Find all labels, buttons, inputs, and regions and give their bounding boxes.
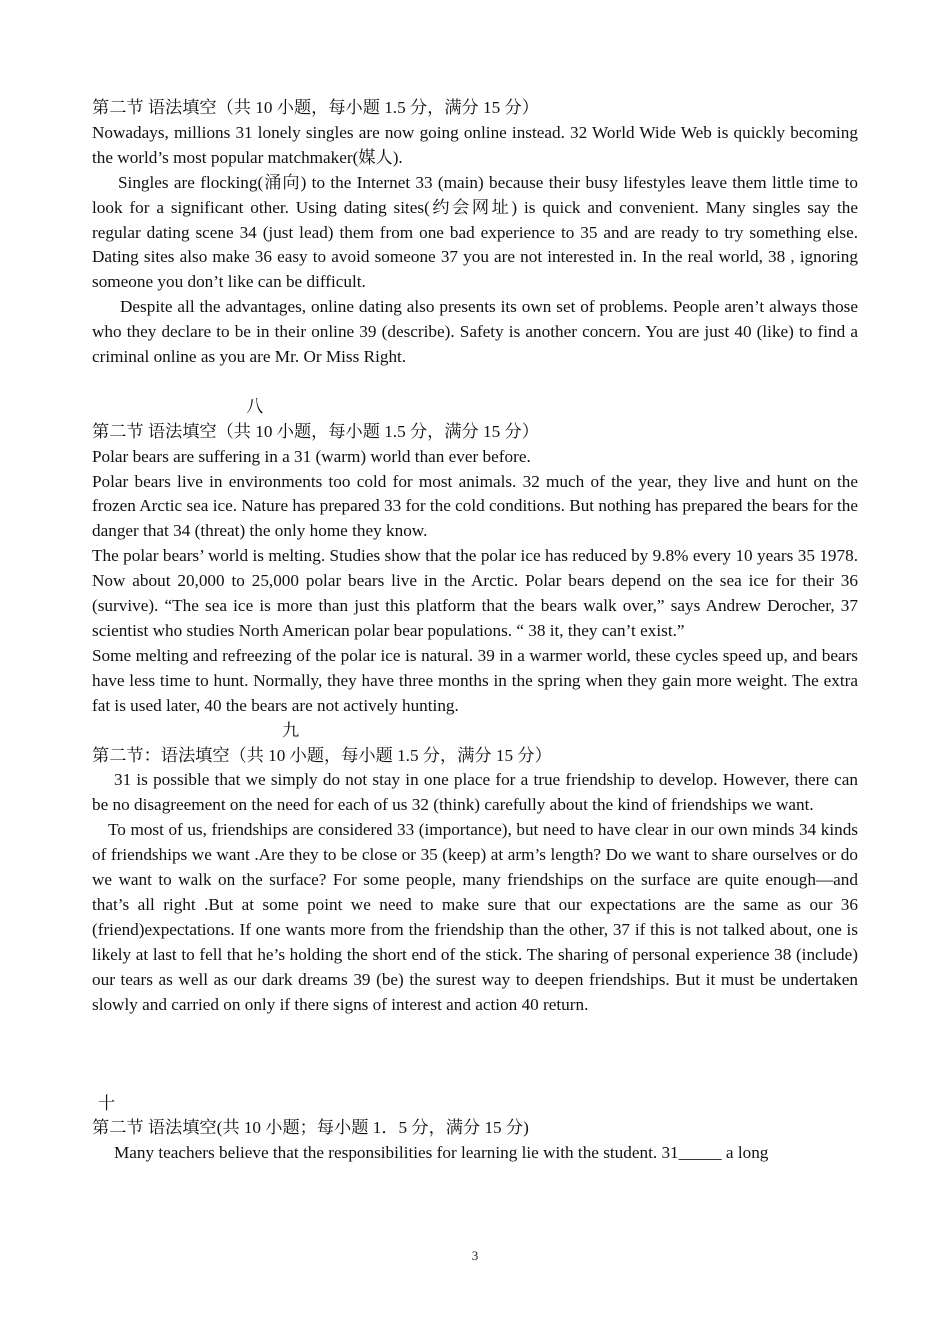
section-heading: 第二节 语法填空(共 10 小题；每小题 1．5 分，满分 15 分) [92,1118,529,1138]
paragraph: Despite all the advantages, online dating also presents its own set of problems. People aren’t always those who they declare to be in their online 39 (describe). Safety is another concern. You are just 40 (like) to find a criminal online as you are Mr. Or Miss Right. [92,297,858,367]
page-number: 3 [471,1248,479,1263]
section-marker: 十 [98,1093,116,1113]
paragraph: To most of us, friendships are considered 33 (importance), but need to have clear in our own minds 34 kinds of friendships we want .Are they to be close or 35 (keep) at arm’s length? Do we want to share ourselves or do we want to walk on the surface? For some people, many friendships on the surface are quite enough—and that’s all right .But at some point we need to make sure that our expectations are the same as our 36 (friend)expectations. If one wants more from the friendship than the other, 37 if this is not talked about, one is likely at last to fell that he’s holding the short end of the stick. The sharing of personal experience 38 (include) our tears as well as our dark dreams 39 (be) the surest way to deepen friendships. But it must be undertaken slowly and carried on only if there signs of interest and action 40 return. [92,820,858,1014]
paragraph: The polar bears’ world is melting. Studies show that the polar ice has reduced by 9.8% every 10 years 35 1978. Now about 20,000 to 25,000 polar bears live in the Arctic. Polar bears depend on the sea ice for their 36 (survive). “The sea ice is more than just this platform that the bears walk over,” says Andrew Derocher, 37 scientist who studies North American polar bear populations. “ 38 it, they can’t exist.” [92,546,858,641]
document-page [92,96,858,1166]
paragraph: Nowadays, millions 31 lonely singles are now going online instead. 32 World Wide Web is quickly becoming the world’s most popular matchmaker(媒人). [92,122,858,167]
paragraph: Many teachers believe that the responsibilities for learning lie with the student. 31_____ a long [114,1143,769,1163]
spacer [92,370,858,395]
section-marker: 八 [246,396,264,416]
section-heading: 第二节：语法填空（共 10 小题，每小题 1.5 分，满分 15 分） [92,745,552,765]
paragraph: Singles are flocking(涌向) to the Internet 33 (main) because their busy lifestyles leave them little time to look for a significant other. Using dating sites(约会网址) is quick and convenient. Many singles say the regular dating scene 34 (just lead) them from one bad experience to 35 and are ready to try something else. Dating sites also make 36 easy to avoid someone 37 you are not interested in. In the real world, 38 , ignoring someone you don’t like can be difficult. [92,172,858,292]
paragraph: Polar bears are suffering in a 31 (warm) world than ever before. [92,446,531,466]
spacer [92,1018,858,1092]
section-heading: 第二节 语法填空（共 10 小题，每小题 1.5 分，满分 15 分） [92,421,539,441]
section-marker: 九 [282,720,300,740]
paragraph: 31 is possible that we simply do not stay in one place for a true friendship to develop. However, there can be no disagreement on the need for each of us 32 (think) carefully about the kind of friendships we want. [92,770,858,815]
section-heading: 第二节 语法填空（共 10 小题，每小题 1.5 分，满分 15 分） [92,98,539,117]
paragraph: Some melting and refreezing of the polar ice is natural. 39 in a warmer world, these cycles speed up, and bears have less time to hunt. Normally, they have three months in the spring when they gain more weight. The extra fat is used later, 40 the bears are not actively hunting. [92,645,858,715]
paragraph: Polar bears live in environments too cold for most animals. 32 much of the year, they live and hunt on the frozen Arctic sea ice. Nature has prepared 33 for the cold conditions. But nothing has prepared the bears for the danger that 34 (threat) the only home they know. [92,471,858,541]
